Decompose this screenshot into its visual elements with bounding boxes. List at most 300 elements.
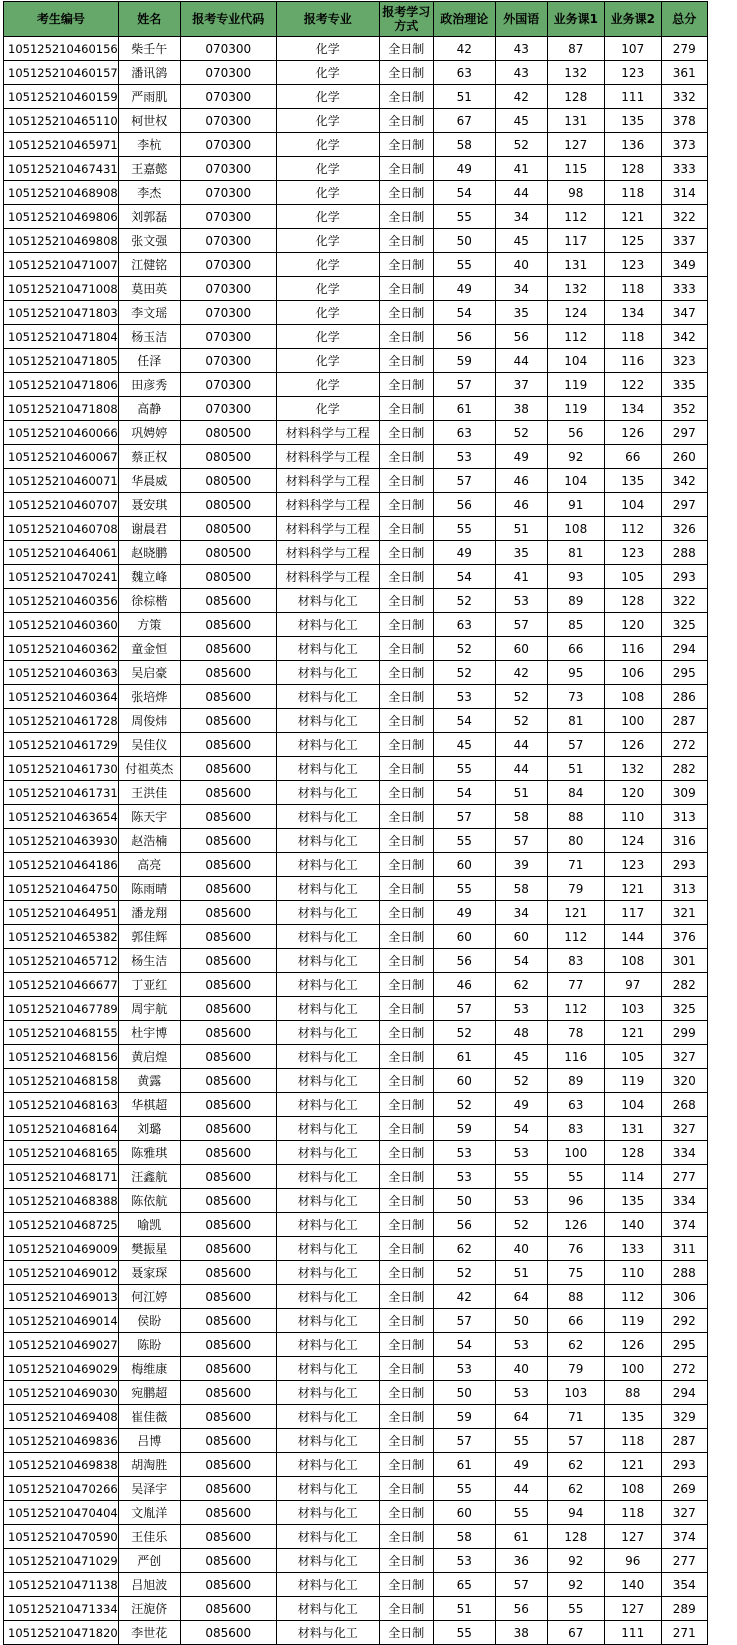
cell-subject-1: 62 bbox=[547, 1477, 604, 1501]
cell-study-mode: 全日制 bbox=[379, 349, 433, 373]
cell-major-code: 070300 bbox=[180, 397, 276, 421]
cell-major-code: 085600 bbox=[180, 1189, 276, 1213]
cell-foreign-language: 43 bbox=[495, 37, 547, 61]
cell-politics: 65 bbox=[433, 1573, 495, 1597]
table-row bbox=[4, 901, 708, 925]
cell-politics: 52 bbox=[433, 637, 495, 661]
cell-politics: 53 bbox=[433, 1141, 495, 1165]
cell-total: 272 bbox=[661, 1357, 707, 1381]
cell-study-mode: 全日制 bbox=[379, 541, 433, 565]
cell-subject-2: 123 bbox=[604, 853, 661, 877]
table-row bbox=[4, 1213, 708, 1237]
cell-total: 376 bbox=[661, 925, 707, 949]
cell-name: 谢晨君 bbox=[118, 517, 180, 541]
cell-foreign-language: 57 bbox=[495, 829, 547, 853]
cell-politics: 58 bbox=[433, 133, 495, 157]
table-row bbox=[4, 1549, 708, 1573]
cell-politics: 63 bbox=[433, 613, 495, 637]
table-row bbox=[4, 445, 708, 469]
cell-politics: 57 bbox=[433, 1309, 495, 1333]
cell-major-code: 085600 bbox=[180, 853, 276, 877]
cell-name: 丁亚红 bbox=[118, 973, 180, 997]
cell-major: 材料与化工 bbox=[276, 1141, 379, 1165]
cell-study-mode: 全日制 bbox=[379, 1333, 433, 1357]
cell-candidate-id: 105125210464061 bbox=[4, 541, 119, 565]
table-row bbox=[4, 157, 708, 181]
cell-study-mode: 全日制 bbox=[379, 133, 433, 157]
cell-candidate-id: 105125210468155 bbox=[4, 1021, 119, 1045]
cell-name: 高亮 bbox=[118, 853, 180, 877]
cell-foreign-language: 44 bbox=[495, 181, 547, 205]
cell-name: 陈盼 bbox=[118, 1333, 180, 1357]
cell-subject-2: 124 bbox=[604, 829, 661, 853]
cell-subject-1: 126 bbox=[547, 1213, 604, 1237]
cell-politics: 55 bbox=[433, 517, 495, 541]
cell-total: 316 bbox=[661, 829, 707, 853]
cell-major-code: 085600 bbox=[180, 757, 276, 781]
table-row bbox=[4, 709, 708, 733]
cell-subject-2: 133 bbox=[604, 1237, 661, 1261]
table-row bbox=[4, 181, 708, 205]
cell-foreign-language: 46 bbox=[495, 469, 547, 493]
cell-total: 287 bbox=[661, 709, 707, 733]
cell-subject-1: 75 bbox=[547, 1261, 604, 1285]
cell-foreign-language: 60 bbox=[495, 925, 547, 949]
cell-study-mode: 全日制 bbox=[379, 1501, 433, 1525]
cell-politics: 55 bbox=[433, 829, 495, 853]
cell-foreign-language: 43 bbox=[495, 61, 547, 85]
cell-candidate-id: 105125210471138 bbox=[4, 1573, 119, 1597]
cell-foreign-language: 51 bbox=[495, 1261, 547, 1285]
cell-total: 294 bbox=[661, 637, 707, 661]
cell-foreign-language: 53 bbox=[495, 1333, 547, 1357]
cell-major: 材料与化工 bbox=[276, 1621, 379, 1645]
cell-subject-1: 119 bbox=[547, 373, 604, 397]
table-row bbox=[4, 1453, 708, 1477]
table-row bbox=[4, 469, 708, 493]
cell-subject-1: 104 bbox=[547, 349, 604, 373]
cell-major-code: 085600 bbox=[180, 997, 276, 1021]
cell-candidate-id: 105125210471820 bbox=[4, 1621, 119, 1645]
cell-subject-1: 62 bbox=[547, 1453, 604, 1477]
cell-total: 327 bbox=[661, 1045, 707, 1069]
cell-study-mode: 全日制 bbox=[379, 1069, 433, 1093]
cell-study-mode: 全日制 bbox=[379, 877, 433, 901]
cell-total: 282 bbox=[661, 973, 707, 997]
cell-major: 材料与化工 bbox=[276, 1117, 379, 1141]
cell-study-mode: 全日制 bbox=[379, 37, 433, 61]
cell-study-mode: 全日制 bbox=[379, 109, 433, 133]
cell-name: 喻凯 bbox=[118, 1213, 180, 1237]
cell-major-code: 085600 bbox=[180, 1069, 276, 1093]
cell-subject-1: 131 bbox=[547, 109, 604, 133]
cell-major: 材料与化工 bbox=[276, 829, 379, 853]
cell-total: 320 bbox=[661, 1069, 707, 1093]
cell-study-mode: 全日制 bbox=[379, 613, 433, 637]
cell-politics: 55 bbox=[433, 1621, 495, 1645]
cell-name: 崔佳薇 bbox=[118, 1405, 180, 1429]
cell-subject-1: 115 bbox=[547, 157, 604, 181]
cell-subject-2: 123 bbox=[604, 253, 661, 277]
cell-politics: 54 bbox=[433, 1333, 495, 1357]
cell-foreign-language: 49 bbox=[495, 1453, 547, 1477]
header-subject-1: 业务课1 bbox=[547, 2, 604, 37]
cell-politics: 61 bbox=[433, 1453, 495, 1477]
cell-study-mode: 全日制 bbox=[379, 973, 433, 997]
cell-subject-2: 116 bbox=[604, 637, 661, 661]
cell-major-code: 070300 bbox=[180, 157, 276, 181]
cell-major: 材料科学与工程 bbox=[276, 445, 379, 469]
cell-name: 陈依航 bbox=[118, 1189, 180, 1213]
cell-foreign-language: 55 bbox=[495, 1429, 547, 1453]
cell-foreign-language: 58 bbox=[495, 805, 547, 829]
cell-major: 材料与化工 bbox=[276, 1093, 379, 1117]
cell-major-code: 085600 bbox=[180, 1309, 276, 1333]
cell-study-mode: 全日制 bbox=[379, 517, 433, 541]
cell-foreign-language: 50 bbox=[495, 1309, 547, 1333]
cell-subject-2: 135 bbox=[604, 1189, 661, 1213]
cell-politics: 53 bbox=[433, 685, 495, 709]
cell-foreign-language: 53 bbox=[495, 1381, 547, 1405]
cell-name: 赵浩楠 bbox=[118, 829, 180, 853]
cell-major: 材料与化工 bbox=[276, 1045, 379, 1069]
table-row bbox=[4, 133, 708, 157]
cell-candidate-id: 105125210464750 bbox=[4, 877, 119, 901]
cell-name: 付祖英杰 bbox=[118, 757, 180, 781]
cell-subject-1: 63 bbox=[547, 1093, 604, 1117]
cell-name: 杨玉洁 bbox=[118, 325, 180, 349]
cell-study-mode: 全日制 bbox=[379, 565, 433, 589]
cell-candidate-id: 105125210469009 bbox=[4, 1237, 119, 1261]
cell-subject-1: 73 bbox=[547, 685, 604, 709]
cell-foreign-language: 52 bbox=[495, 685, 547, 709]
cell-total: 295 bbox=[661, 661, 707, 685]
cell-subject-1: 57 bbox=[547, 733, 604, 757]
table-row bbox=[4, 1141, 708, 1165]
cell-major-code: 085600 bbox=[180, 1141, 276, 1165]
cell-politics: 56 bbox=[433, 325, 495, 349]
cell-foreign-language: 53 bbox=[495, 997, 547, 1021]
cell-subject-1: 57 bbox=[547, 1429, 604, 1453]
cell-politics: 50 bbox=[433, 1189, 495, 1213]
cell-candidate-id: 105125210460067 bbox=[4, 445, 119, 469]
cell-foreign-language: 58 bbox=[495, 877, 547, 901]
cell-name: 王佳乐 bbox=[118, 1525, 180, 1549]
cell-major-code: 085600 bbox=[180, 1381, 276, 1405]
cell-study-mode: 全日制 bbox=[379, 1549, 433, 1573]
table-row bbox=[4, 301, 708, 325]
cell-study-mode: 全日制 bbox=[379, 1453, 433, 1477]
cell-foreign-language: 61 bbox=[495, 1525, 547, 1549]
cell-major: 化学 bbox=[276, 373, 379, 397]
cell-politics: 49 bbox=[433, 157, 495, 181]
cell-study-mode: 全日制 bbox=[379, 421, 433, 445]
cell-politics: 59 bbox=[433, 1117, 495, 1141]
cell-politics: 60 bbox=[433, 853, 495, 877]
cell-subject-1: 87 bbox=[547, 37, 604, 61]
cell-subject-2: 104 bbox=[604, 493, 661, 517]
cell-subject-1: 55 bbox=[547, 1165, 604, 1189]
cell-name: 刘璐 bbox=[118, 1117, 180, 1141]
cell-major: 材料与化工 bbox=[276, 1477, 379, 1501]
cell-foreign-language: 53 bbox=[495, 1189, 547, 1213]
cell-major-code: 085600 bbox=[180, 1117, 276, 1141]
cell-major: 材料与化工 bbox=[276, 1501, 379, 1525]
cell-foreign-language: 45 bbox=[495, 109, 547, 133]
cell-study-mode: 全日制 bbox=[379, 85, 433, 109]
header-study-mode: 报考学习方式 bbox=[379, 2, 433, 37]
cell-politics: 56 bbox=[433, 949, 495, 973]
cell-subject-1: 103 bbox=[547, 1381, 604, 1405]
cell-total: 297 bbox=[661, 421, 707, 445]
cell-subject-1: 131 bbox=[547, 253, 604, 277]
cell-politics: 49 bbox=[433, 277, 495, 301]
cell-total: 309 bbox=[661, 781, 707, 805]
cell-name: 樊振星 bbox=[118, 1237, 180, 1261]
cell-politics: 60 bbox=[433, 925, 495, 949]
cell-name: 黄启煌 bbox=[118, 1045, 180, 1069]
cell-subject-1: 83 bbox=[547, 1117, 604, 1141]
cell-foreign-language: 36 bbox=[495, 1549, 547, 1573]
cell-total: 269 bbox=[661, 1477, 707, 1501]
cell-total: 323 bbox=[661, 349, 707, 373]
cell-name: 莫田英 bbox=[118, 277, 180, 301]
cell-major-code: 085600 bbox=[180, 613, 276, 637]
cell-major: 材料与化工 bbox=[276, 781, 379, 805]
cell-politics: 54 bbox=[433, 565, 495, 589]
cell-major: 材料与化工 bbox=[276, 1285, 379, 1309]
cell-politics: 57 bbox=[433, 805, 495, 829]
cell-politics: 51 bbox=[433, 85, 495, 109]
cell-politics: 57 bbox=[433, 997, 495, 1021]
table-row bbox=[4, 1477, 708, 1501]
table-row bbox=[4, 853, 708, 877]
cell-subject-2: 112 bbox=[604, 517, 661, 541]
header-subject-2: 业务课2 bbox=[604, 2, 661, 37]
cell-foreign-language: 35 bbox=[495, 541, 547, 565]
cell-major: 材料与化工 bbox=[276, 661, 379, 685]
cell-foreign-language: 42 bbox=[495, 661, 547, 685]
cell-subject-2: 134 bbox=[604, 397, 661, 421]
cell-politics: 49 bbox=[433, 541, 495, 565]
cell-major: 材料与化工 bbox=[276, 1525, 379, 1549]
cell-major-code: 085600 bbox=[180, 1045, 276, 1069]
cell-foreign-language: 51 bbox=[495, 517, 547, 541]
cell-name: 李杰 bbox=[118, 181, 180, 205]
table-row bbox=[4, 733, 708, 757]
cell-major: 材料与化工 bbox=[276, 637, 379, 661]
cell-major-code: 085600 bbox=[180, 1549, 276, 1573]
cell-name: 巩娉婷 bbox=[118, 421, 180, 445]
table-row bbox=[4, 493, 708, 517]
table-row bbox=[4, 1261, 708, 1285]
cell-total: 322 bbox=[661, 589, 707, 613]
cell-subject-1: 128 bbox=[547, 85, 604, 109]
cell-study-mode: 全日制 bbox=[379, 829, 433, 853]
table-row bbox=[4, 373, 708, 397]
cell-name: 童金恒 bbox=[118, 637, 180, 661]
cell-candidate-id: 105125210460364 bbox=[4, 685, 119, 709]
cell-subject-2: 140 bbox=[604, 1573, 661, 1597]
cell-subject-1: 128 bbox=[547, 1525, 604, 1549]
cell-study-mode: 全日制 bbox=[379, 1285, 433, 1309]
cell-foreign-language: 62 bbox=[495, 973, 547, 997]
cell-subject-2: 135 bbox=[604, 109, 661, 133]
cell-major-code: 080500 bbox=[180, 421, 276, 445]
cell-candidate-id: 105125210468725 bbox=[4, 1213, 119, 1237]
cell-subject-1: 92 bbox=[547, 445, 604, 469]
cell-subject-2: 96 bbox=[604, 1549, 661, 1573]
cell-subject-2: 126 bbox=[604, 1333, 661, 1357]
cell-candidate-id: 105125210460071 bbox=[4, 469, 119, 493]
cell-subject-1: 112 bbox=[547, 325, 604, 349]
cell-subject-2: 107 bbox=[604, 37, 661, 61]
cell-candidate-id: 105125210471008 bbox=[4, 277, 119, 301]
cell-major: 化学 bbox=[276, 205, 379, 229]
cell-candidate-id: 105125210468171 bbox=[4, 1165, 119, 1189]
cell-subject-2: 121 bbox=[604, 877, 661, 901]
cell-candidate-id: 105125210465971 bbox=[4, 133, 119, 157]
cell-subject-2: 105 bbox=[604, 1045, 661, 1069]
cell-candidate-id: 105125210461728 bbox=[4, 709, 119, 733]
cell-major-code: 085600 bbox=[180, 733, 276, 757]
cell-name: 严创 bbox=[118, 1549, 180, 1573]
cell-foreign-language: 49 bbox=[495, 1093, 547, 1117]
cell-major-code: 085600 bbox=[180, 1213, 276, 1237]
cell-major-code: 085600 bbox=[180, 1621, 276, 1645]
table-row bbox=[4, 1429, 708, 1453]
cell-study-mode: 全日制 bbox=[379, 589, 433, 613]
cell-study-mode: 全日制 bbox=[379, 61, 433, 85]
cell-politics: 51 bbox=[433, 1597, 495, 1621]
cell-politics: 50 bbox=[433, 229, 495, 253]
cell-subject-2: 111 bbox=[604, 1621, 661, 1645]
table-row bbox=[4, 541, 708, 565]
cell-politics: 55 bbox=[433, 1477, 495, 1501]
cell-major: 材料与化工 bbox=[276, 805, 379, 829]
cell-study-mode: 全日制 bbox=[379, 637, 433, 661]
cell-candidate-id: 105125210460360 bbox=[4, 613, 119, 637]
cell-candidate-id: 105125210471029 bbox=[4, 1549, 119, 1573]
cell-candidate-id: 105125210468908 bbox=[4, 181, 119, 205]
cell-foreign-language: 51 bbox=[495, 781, 547, 805]
cell-major: 材料与化工 bbox=[276, 613, 379, 637]
cell-candidate-id: 105125210460363 bbox=[4, 661, 119, 685]
cell-subject-1: 132 bbox=[547, 61, 604, 85]
cell-total: 313 bbox=[661, 805, 707, 829]
cell-name: 聂家琛 bbox=[118, 1261, 180, 1285]
cell-subject-2: 117 bbox=[604, 901, 661, 925]
cell-subject-2: 128 bbox=[604, 1141, 661, 1165]
cell-major-code: 070300 bbox=[180, 37, 276, 61]
header-major-code: 报考专业代码 bbox=[180, 2, 276, 37]
cell-study-mode: 全日制 bbox=[379, 1357, 433, 1381]
cell-major: 材料与化工 bbox=[276, 757, 379, 781]
cell-name: 吕旭波 bbox=[118, 1573, 180, 1597]
cell-major: 材料与化工 bbox=[276, 1069, 379, 1093]
cell-name: 文胤洋 bbox=[118, 1501, 180, 1525]
table-row bbox=[4, 1021, 708, 1045]
table-row bbox=[4, 997, 708, 1021]
cell-major: 材料科学与工程 bbox=[276, 565, 379, 589]
cell-major: 化学 bbox=[276, 181, 379, 205]
cell-major: 化学 bbox=[276, 349, 379, 373]
cell-total: 374 bbox=[661, 1525, 707, 1549]
cell-politics: 52 bbox=[433, 661, 495, 685]
cell-subject-1: 132 bbox=[547, 277, 604, 301]
cell-politics: 58 bbox=[433, 1525, 495, 1549]
cell-subject-1: 92 bbox=[547, 1573, 604, 1597]
cell-total: 271 bbox=[661, 1621, 707, 1645]
cell-name: 汪鑫航 bbox=[118, 1165, 180, 1189]
cell-major-code: 080500 bbox=[180, 541, 276, 565]
cell-name: 张文强 bbox=[118, 229, 180, 253]
cell-major-code: 085600 bbox=[180, 661, 276, 685]
cell-subject-2: 118 bbox=[604, 325, 661, 349]
cell-major: 材料与化工 bbox=[276, 709, 379, 733]
cell-candidate-id: 105125210470590 bbox=[4, 1525, 119, 1549]
cell-politics: 53 bbox=[433, 1549, 495, 1573]
cell-subject-1: 121 bbox=[547, 901, 604, 925]
cell-major-code: 085600 bbox=[180, 1237, 276, 1261]
cell-subject-1: 108 bbox=[547, 517, 604, 541]
cell-foreign-language: 34 bbox=[495, 277, 547, 301]
cell-politics: 53 bbox=[433, 1165, 495, 1189]
cell-subject-2: 119 bbox=[604, 1069, 661, 1093]
cell-foreign-language: 41 bbox=[495, 157, 547, 181]
table-row bbox=[4, 685, 708, 709]
table-row bbox=[4, 925, 708, 949]
table-row bbox=[4, 637, 708, 661]
table-row bbox=[4, 277, 708, 301]
cell-total: 347 bbox=[661, 301, 707, 325]
cell-subject-2: 66 bbox=[604, 445, 661, 469]
cell-candidate-id: 105125210469030 bbox=[4, 1381, 119, 1405]
cell-candidate-id: 105125210468388 bbox=[4, 1189, 119, 1213]
cell-candidate-id: 105125210468164 bbox=[4, 1117, 119, 1141]
cell-politics: 60 bbox=[433, 1069, 495, 1093]
cell-foreign-language: 37 bbox=[495, 373, 547, 397]
cell-subject-2: 108 bbox=[604, 949, 661, 973]
cell-study-mode: 全日制 bbox=[379, 1525, 433, 1549]
cell-foreign-language: 39 bbox=[495, 853, 547, 877]
cell-subject-2: 88 bbox=[604, 1381, 661, 1405]
cell-total: 327 bbox=[661, 1117, 707, 1141]
cell-candidate-id: 105125210460156 bbox=[4, 37, 119, 61]
cell-subject-2: 112 bbox=[604, 1285, 661, 1309]
cell-politics: 52 bbox=[433, 1093, 495, 1117]
cell-politics: 67 bbox=[433, 109, 495, 133]
cell-major-code: 085600 bbox=[180, 829, 276, 853]
cell-major: 材料与化工 bbox=[276, 1573, 379, 1597]
cell-subject-2: 118 bbox=[604, 181, 661, 205]
cell-subject-1: 119 bbox=[547, 397, 604, 421]
cell-subject-1: 79 bbox=[547, 1357, 604, 1381]
cell-major-code: 085600 bbox=[180, 1477, 276, 1501]
cell-candidate-id: 105125210460708 bbox=[4, 517, 119, 541]
cell-name: 周宇航 bbox=[118, 997, 180, 1021]
cell-candidate-id: 105125210470404 bbox=[4, 1501, 119, 1525]
cell-major: 材料与化工 bbox=[276, 1597, 379, 1621]
cell-study-mode: 全日制 bbox=[379, 205, 433, 229]
cell-candidate-id: 105125210471806 bbox=[4, 373, 119, 397]
cell-total: 277 bbox=[661, 1549, 707, 1573]
cell-total: 297 bbox=[661, 493, 707, 517]
cell-candidate-id: 105125210464951 bbox=[4, 901, 119, 925]
cell-subject-2: 121 bbox=[604, 205, 661, 229]
table-row bbox=[4, 1501, 708, 1525]
cell-major: 化学 bbox=[276, 133, 379, 157]
